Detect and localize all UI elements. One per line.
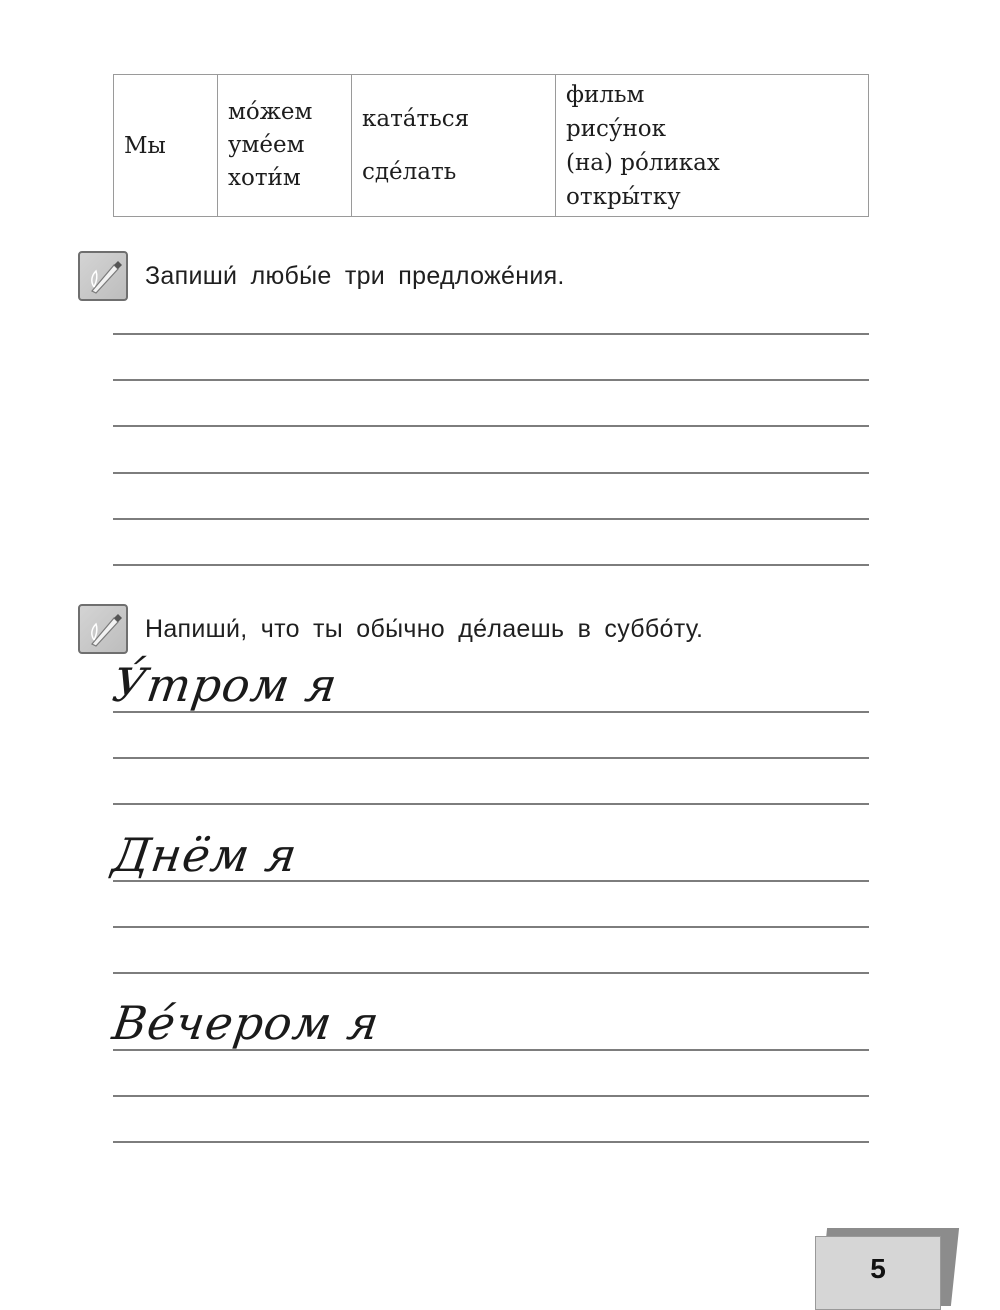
writing-line[interactable]	[113, 472, 869, 474]
word-table	[113, 74, 869, 217]
writing-line[interactable]	[113, 711, 869, 713]
writing-line[interactable]	[113, 880, 869, 882]
table-cell-objects	[556, 75, 869, 217]
task-1-instruction: Запиши́ любы́е три предложе́ния.	[145, 261, 565, 290]
object-word: откры́тку	[566, 183, 681, 210]
writing-line[interactable]	[113, 333, 869, 335]
verb-word: мо́жем	[228, 99, 313, 125]
task-2-instruction: Напиши́, что ты обы́чно де́лаешь в суббо́ту.	[145, 614, 704, 643]
page-tab	[815, 1232, 955, 1300]
writing-line[interactable]	[113, 1141, 869, 1143]
writing-line[interactable]	[113, 379, 869, 381]
object-word: рису́нок	[566, 115, 667, 142]
writing-line[interactable]	[113, 518, 869, 520]
task-2-header	[78, 604, 703, 654]
writing-line[interactable]	[113, 757, 869, 759]
verb-word: уме́ем	[228, 132, 305, 158]
writing-line[interactable]	[113, 926, 869, 928]
task-1-header	[78, 251, 565, 301]
object-word: (на) ро́ликах	[566, 149, 720, 176]
writing-line[interactable]	[113, 425, 869, 427]
writing-line[interactable]	[113, 564, 869, 566]
prompt-evening: Ве́чером я	[109, 996, 384, 1050]
table-cell-verbs	[218, 75, 352, 217]
prompt-morning: У́тром я	[109, 658, 342, 712]
pen-icon	[78, 604, 128, 654]
writing-line[interactable]	[113, 1095, 869, 1097]
page-number: 5	[870, 1253, 886, 1284]
verb-word: хоти́м	[228, 165, 301, 191]
prompt-afternoon: Днём я	[109, 828, 301, 882]
subject-word: Мы	[124, 132, 166, 159]
table-cell-subject	[114, 75, 218, 217]
pen-icon	[78, 251, 128, 301]
object-word: фильм	[566, 81, 645, 108]
writing-line[interactable]	[113, 972, 869, 974]
writing-line[interactable]	[113, 1049, 869, 1051]
infinitive-word: ката́ться	[362, 105, 470, 132]
infinitive-word: сде́лать	[362, 158, 457, 185]
writing-line[interactable]	[113, 803, 869, 805]
page-tab-front	[815, 1236, 941, 1310]
table-cell-infinitives	[352, 75, 556, 217]
